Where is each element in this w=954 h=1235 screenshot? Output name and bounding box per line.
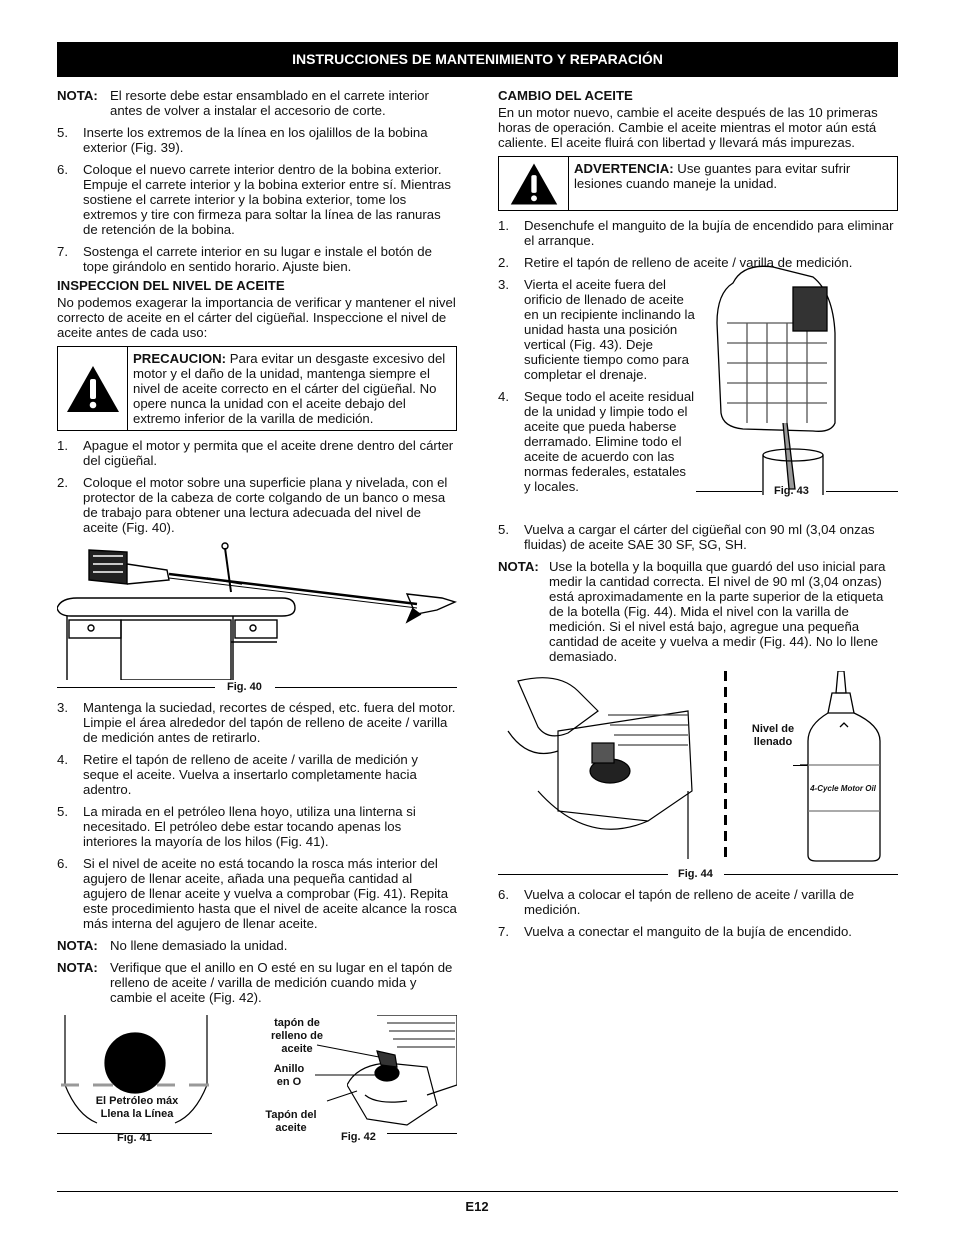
warning-icon <box>499 157 569 210</box>
fig42-caption: Fig. 42 <box>341 1131 376 1143</box>
caution-box: PRECAUCION: Para evitar un desgaste excesivo del motor y el daño de la unidad, mantenga siempre el nivel de aceite correcto en el cárter del cigüeñal. No opere nunca la unidad con el aceite debajo del extremo inferior de la varilla de medición. <box>57 346 457 431</box>
list-item: 5. Inserte los extremos de la línea en los ojalillos de la bobina exterior (Fig. 39). <box>57 125 428 155</box>
list-item: 2. Coloque el motor sobre una superficie plana y nivelada, con el protector de la cabeza de corte colgando de un banco o mesa de trabajo para obtener una lectura adecuada del nivel de aceite (Fig. 40). <box>57 475 448 535</box>
list-item: 5. La mirada en el petróleo llena hoyo, utiliza una linterna si necesitado. El petróleo debe estar tocando apenas los interiores la mayoría de los hilos (Fig. 41). <box>57 804 416 849</box>
fig40-caption: Fig. 40 <box>57 680 457 694</box>
warning-box: ADVERTENCIA: Use guantes para evitar sufrir lesiones cuando maneje la unidad. <box>498 156 898 211</box>
list-item: 6. Vuelva a colocar el tapón de relleno de aceite / varilla de medición. <box>498 887 855 917</box>
section-heading: INSPECCION DEL NIVEL DE ACEITE <box>57 278 285 293</box>
paragraph: No podemos exagerar la importancia de verificar y mantener el nivel correcto de aceite en el cárter del cigüeñal. Inspeccione el nivel de aceite antes de cada uso: <box>57 295 456 340</box>
list-item: 5. Vuelva a cargar el cárter del cigüeñal con 90 ml (3,04 onzas fluidas) de aceite SAE 30 SF, SG, SH. <box>498 522 875 552</box>
paragraph: En un motor nuevo, cambie el aceite después de las 10 primeras horas de operación. Cambie el aceite mientras el motor aún está caliente. El aceite fluirá con libertad y llevará más impurezas. <box>498 105 878 150</box>
fig42-label-plug: Tapón del aceite <box>265 1109 317 1134</box>
list-item: 4. Seque todo el aceite residual de la unidad y limpie todo el aceite que pueda haberse derramado. Elimine todo el aceite de acuerdo con las normas federales, estatales y locales. <box>498 389 695 494</box>
page-number: E12 <box>465 1199 489 1214</box>
right-column <box>498 88 898 946</box>
left-column <box>57 88 457 1143</box>
section-header: INSTRUCCIONES DE MANTENIMIENTO Y REPARACIÓN <box>57 42 898 77</box>
fig41-caption: Fig. 41 <box>117 1132 152 1144</box>
fig43-illustration <box>703 263 843 503</box>
list-item: 2. Retire el tapón de relleno de aceite / varilla de medición. <box>498 255 853 270</box>
list-item: 3. Vierta el aceite fuera del orificio de llenado de aceite en un recipiente inclinando la unidad hasta una posición vertical (Fig. 43). Deje suficiente tiempo como para completar el drenaje. <box>498 277 695 382</box>
bottle-label: 4-Cycle Motor Oil <box>810 784 876 793</box>
fig44-fill-label: Nivel de llenado <box>751 723 795 748</box>
fig44-divider <box>724 671 727 863</box>
list-item: 1. Apague el motor y permita que el aceite drene dentro del cárter del cigüeñal. <box>57 438 454 468</box>
note: NOTA: El resorte debe estar ensamblado en el carrete interior antes de volver a instalar el accesorio de corte. <box>57 88 429 118</box>
fig43-caption: Fig. 43 <box>774 485 809 497</box>
fig42-label-cap: tapón de relleno de aceite <box>271 1017 323 1055</box>
fig44-illustration <box>498 671 898 867</box>
fig40-illustration <box>57 542 457 680</box>
list-item: 7. Sostenga el carrete interior en su lugar e instale el botón de tope girándolo en sentido horario. Ajuste bien. <box>57 244 432 274</box>
fig42-label-ring: Anillo en O <box>273 1063 305 1088</box>
fig44-caption: Fig. 44 <box>498 867 898 881</box>
list-item: 1. Desenchufe el manguito de la bujía de encendido para eliminar el arranque. <box>498 218 894 248</box>
fig41-42-illustrations <box>57 1015 457 1143</box>
note: NOTA: Verifique que el anillo en O esté en su lugar en el tapón de relleno de aceite / varilla de medición cuando mida y cambie el aceite (Fig. 42). <box>57 960 453 1005</box>
list-item: 6. Si el nivel de aceite no está tocando la rosca más interior del agujero de llenar aceite, añada una pequeña cantidad al agujero de llenar aceite y vuelva a comprobar (Fig. 41). Repita este procedimiento hasta que el nivel de aceite alcance la rosca más interna del agujero de llenar aceite. <box>57 856 457 931</box>
note: NOTA: Use la botella y la boquilla que guardó del uso inicial para medir la cantidad correcta. El nivel de 90 ml (3,04 onzas) está aproximadamente en la parte superior de la etiqueta de la botella (Fig. 44). Mida el nivel con la varilla de medición. Si el nivel está bajo, agregue una pequeña cantidad de aceite y vuelva a medir (Fig. 44). No lo llene demasiado. <box>498 559 886 664</box>
list-item: 4. Retire el tapón de relleno de aceite / varilla de medición y seque el aceite. Vuelva a insertarlo completamente hacia adentro. <box>57 752 419 797</box>
list-item: 7. Vuelva a conectar el manguito de la bujía de encendido. <box>498 924 852 939</box>
section-heading: CAMBIO DEL ACEITE <box>498 88 633 103</box>
list-item: 3. Mantenga la suciedad, recortes de césped, etc. fuera del motor. Limpie el área alrededor del tapón de relleno de aceite / varilla de medición antes de retirarlo. <box>57 700 456 745</box>
fig41-label: El Petróleo máx Llena la Línea <box>95 1095 179 1120</box>
list-item: 6. Coloque el nuevo carrete interior dentro de la bobina exterior. Empuje el carrete interior y la bobina exterior entre sí. Mientras sostiene el carrete interior y la bobina exterior, tome los extremos y tire con firmeza para soltar la línea de las ranuras de retención de la bobina. <box>57 162 451 237</box>
warning-icon <box>58 347 128 430</box>
note: NOTA: No llene demasiado la unidad. <box>57 938 288 953</box>
footer-rule <box>57 1191 898 1192</box>
